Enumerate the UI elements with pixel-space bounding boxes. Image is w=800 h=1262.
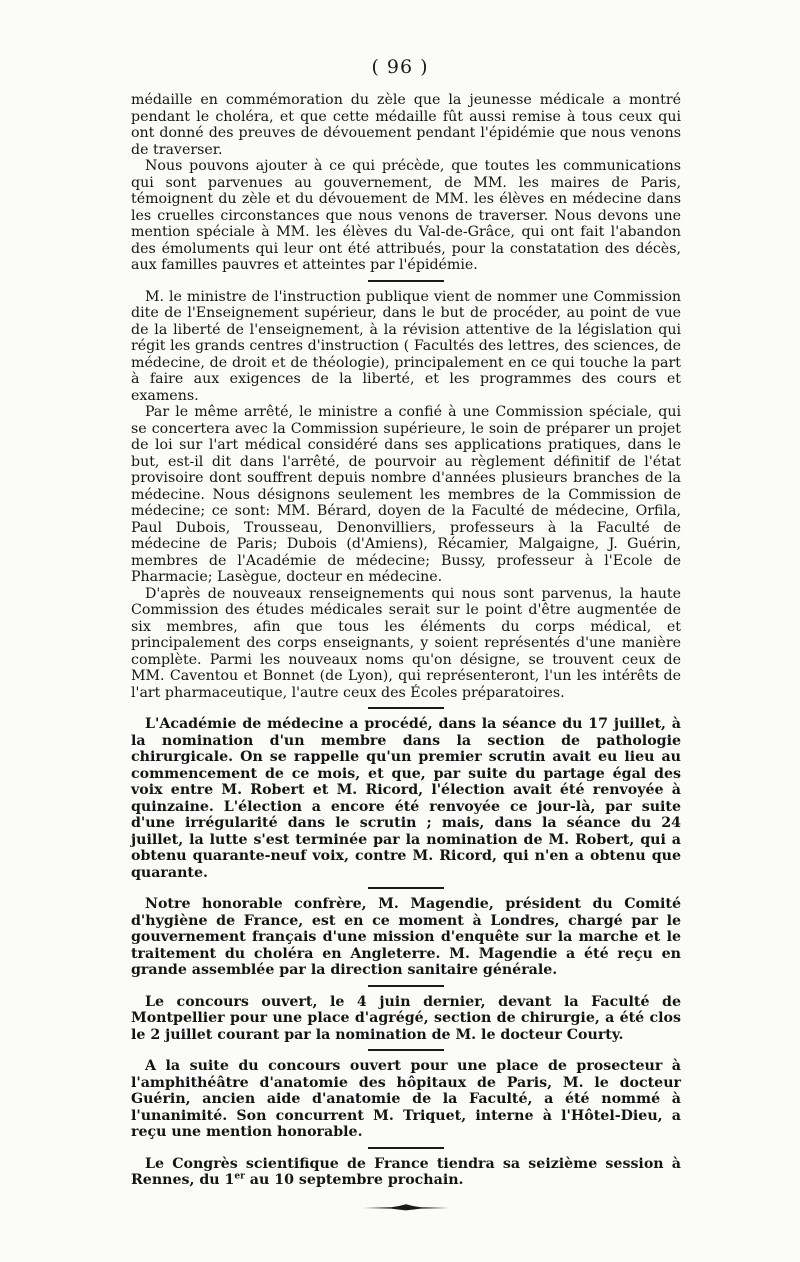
paragraph-magendie: Notre honorable confrère, M. Magendie, président du Comité d'hygiène de France, est en ce moment à Londres, chargé par le gouvernement français d'une mission d'enquête sur la marche et le traitement du choléra en Angleterre. M. Magendie a été reçu en grande assemblée par la direction sanitaire générale. xyxy=(131,896,681,978)
congres-text-end: au 10 septembre prochain. xyxy=(244,1172,464,1188)
paragraph-nouveaux-membres: D'après de nouveaux renseignements qui nous sont parvenus, la haute Commission des études médicales serait sur le point d'être augmentée de six membres, afin que tous les éléments du corps médical, et principalement des corps enseignants, y soient représentés d'une manière complète. Parmi les nouveaux noms qu'on désigne, se trouvent ceux de MM. Caventou et Bonnet (de Lyon), qui représenteront, l'un les intérêts de l'art pharmaceutique, l'autre ceux des Écoles préparatoires. xyxy=(131,585,681,701)
section-divider xyxy=(368,887,444,889)
end-ornament-icon xyxy=(363,1203,449,1211)
section-divider xyxy=(368,280,444,282)
paragraph-congres xyxy=(131,1156,681,1189)
paragraph-medal: médaille en commémoration du zèle que la jeunesse médicale a montré pendant le choléra, et que cette médaille fût aussi remise à tous ceux qui ont donné des preuves de dévouement pendant l'épidémie que nous venons de traverser. xyxy=(131,92,681,158)
paragraph-commission-enseignement: M. le ministre de l'instruction publique vient de nommer une Commission dite de l'Enseignement supérieur, dans le but de procéder, au point de vue de la liberté de l'enseignement, à la révision attentive de la législation qui régit les grands centres d'instruction ( Facultés des lettres, des sciences, de médecine, de droit et de théologie), principalement en ce qui touche la part à faire aux exigences de la liberté, et les programmes des cours et examens. xyxy=(131,288,681,404)
paragraph-academie-election: L'Académie de médecine a procédé, dans la séance du 17 juillet, à la nomination d'un membre dans la section de pathologie chirurgicale. On se rappelle qu'un premier scrutin avait eu lieu au commencement de ce mois, et que, par suite du partage égal des voix entre M. Robert et M. Ricord, l'élection avait été renvoyée à quinzaine. L'élection a encore été renvoyée ce jour-là, par suite d'une irrégularité dans le scrutin ; mais, dans la séance du 24 juillet, la lutte s'est terminée par la nomination de M. Robert, qui a obtenu quarante-neuf voix, contre M. Ricord, qui n'en a obtenu que quarante. xyxy=(131,716,681,881)
section-divider xyxy=(368,985,444,987)
section-divider xyxy=(368,1147,444,1149)
paragraph-communications: Nous pouvons ajouter à ce qui précède, que toutes les communications qui sont parvenues au gouvernement, de MM. les maires de Paris, témoignent du zèle et du dévouement de MM. les élèves en médecine dans les cruelles circonstances que nous venons de traverser. Nous devons une mention spéciale à MM. les élèves du Val-de-Grâce, qui ont fait l'abandon des émoluments qui leur ont été attribués, pour la constatation des décès, aux familles pauvres et atteintes par l'épidémie. xyxy=(131,158,681,273)
text-column xyxy=(131,92,681,1211)
section-divider xyxy=(368,707,444,709)
section-divider xyxy=(368,1049,444,1051)
paragraph-prosecteur: A la suite du concours ouvert pour une place de prosecteur à l'amphithéâtre d'anatomie des hôpitaux de Paris, M. le docteur Guérin, ancien aide d'anatomie de la Faculté, a été nommé à l'unanimité. Son concurrent M. Triquet, interne à l'Hôtel-Dieu, a reçu une mention honorable. xyxy=(131,1058,681,1140)
paragraph-commission-medecine: Par le même arrêté, le ministre a confié à une Commission spéciale, qui se concertera avec la Commission supérieure, le soin de préparer un projet de loi sur l'art médical considéré dans ses applications pratiques, dans le but, est-il dit dans l'arrêté, de pourvoir au règlement définitif de l'état provisoire dont souffrent depuis nombre d'années plusieurs branches de la médecine. Nous désignons seulement les membres de la Commission de médecine; ce sont: MM. Bérard, doyen de la Faculté de médecine, Orfila, Paul Dubois, Trousseau, Denonvilliers, professeurs à la Faculté de médecine de Paris; Dubois (d'Amiens), Récamier, Malgaigne, J. Guérin, membres de l'Académie de médecine; Bussy, professeur à l'Ecole de Pharmacie; Lasègue, docteur en médecine. xyxy=(131,404,681,585)
congres-text-start: Le Congrès scientifique de France tiendra sa seizième session à Rennes, du 1 xyxy=(131,1155,681,1188)
ordinal-superscript: er xyxy=(234,1171,245,1182)
paragraph-concours-montpellier: Le concours ouvert, le 4 juin dernier, devant la Faculté de Montpellier pour une place d'agrégé, section de chirurgie, a été clos le 2 juillet courant par la nomination de M. le docteur Courty. xyxy=(131,993,681,1043)
page-number: ( 96 ) xyxy=(371,56,429,78)
